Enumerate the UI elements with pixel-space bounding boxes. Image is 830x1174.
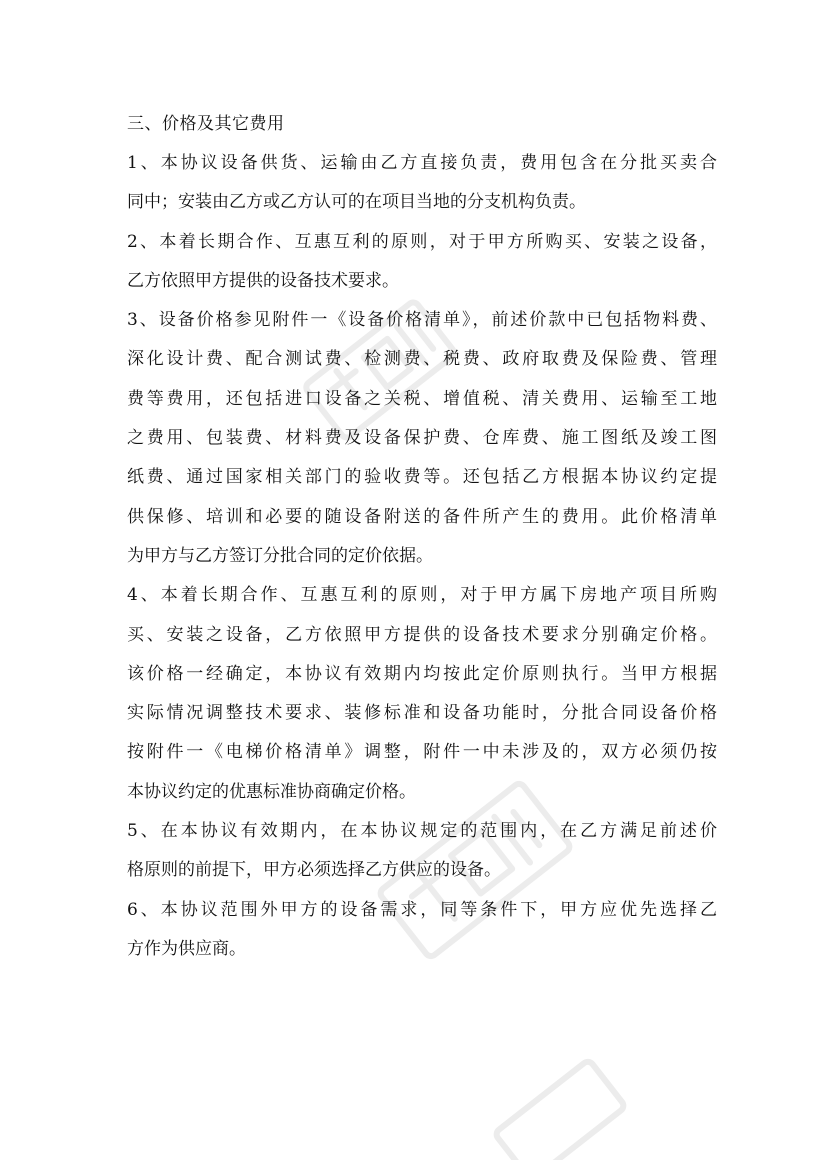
clause-line: 格原则的前提下，甲方必须选择乙方供应的设备。 bbox=[127, 860, 501, 881]
clause-paragraph-4 bbox=[127, 576, 717, 812]
clause-line: 实际情况调整技术要求、装修标准和设备功能时，分批合同设备价格 bbox=[127, 703, 717, 724]
clause-line: 纸费、通过国家相关部门的验收费等。还包括乙方根据本协议约定提 bbox=[127, 467, 717, 488]
clause-line: 3、设备价格参见附件一《设备价格清单》，前述价款中已包括物料费、 bbox=[127, 310, 717, 331]
clause-line: 之费用、包装费、材料费及设备保护费、仓库费、施工图纸及竣工图 bbox=[127, 428, 717, 449]
section-heading: 三、价格及其它费用 bbox=[127, 114, 285, 134]
clause-list bbox=[127, 144, 717, 969]
clause-line: 2、本着长期合作、互惠互利的原则，对于甲方所购买、安装之设备， bbox=[127, 231, 717, 252]
clause-line: 供保修、培训和必要的随设备附送的备件所产生的费用。此价格清单 bbox=[127, 506, 717, 527]
clause-line: 买、安装之设备，乙方依照甲方提供的设备技术要求分别确定价格。 bbox=[127, 624, 717, 645]
clause-paragraph-1 bbox=[127, 144, 717, 223]
clause-line: 费等费用，还包括进口设备之关税、增值税、清关费用、运输至工地 bbox=[127, 388, 717, 409]
clause-line: 深化设计费、配合测试费、检测费、税费、政府取费及保险费、管理 bbox=[127, 349, 717, 370]
clause-paragraph-2 bbox=[127, 223, 717, 302]
clause-line: 按附件一《电梯价格清单》调整，附件一中未涉及的，双方必须仍按 bbox=[127, 742, 717, 763]
clause-paragraph-3 bbox=[127, 301, 717, 576]
clause-line: 为甲方与乙方签订分批合同的定价依据。 bbox=[127, 545, 433, 566]
clause-line: 1、本协议设备供货、运输由乙方直接负责，费用包含在分批买卖合 bbox=[127, 153, 717, 173]
clause-line: 4、本着长期合作、互惠互利的原则，对于甲方属下房地产项目所购 bbox=[127, 585, 717, 606]
clause-paragraph-5 bbox=[127, 812, 717, 891]
clause-line: 同中；安装由乙方或乙方认可的在项目当地的分支机构负责。 bbox=[127, 192, 586, 213]
clause-paragraph-6 bbox=[127, 891, 717, 970]
clause-line: 5、在本协议有效期内，在本协议规定的范围内，在乙方满足前述价 bbox=[127, 821, 717, 842]
clause-line: 该价格一经确定，本协议有效期内均按此定价原则执行。当甲方根据 bbox=[127, 663, 717, 684]
clause-line: 6、本协议范围外甲方的设备需求，同等条件下，甲方应优先选择乙 bbox=[127, 899, 717, 920]
clause-line: 乙方依照甲方提供的设备技术要求。 bbox=[127, 270, 399, 291]
clause-line: 本协议约定的优惠标准协商确定价格。 bbox=[127, 781, 416, 802]
document-body bbox=[127, 105, 717, 969]
clause-line: 方作为供应商。 bbox=[127, 938, 246, 959]
